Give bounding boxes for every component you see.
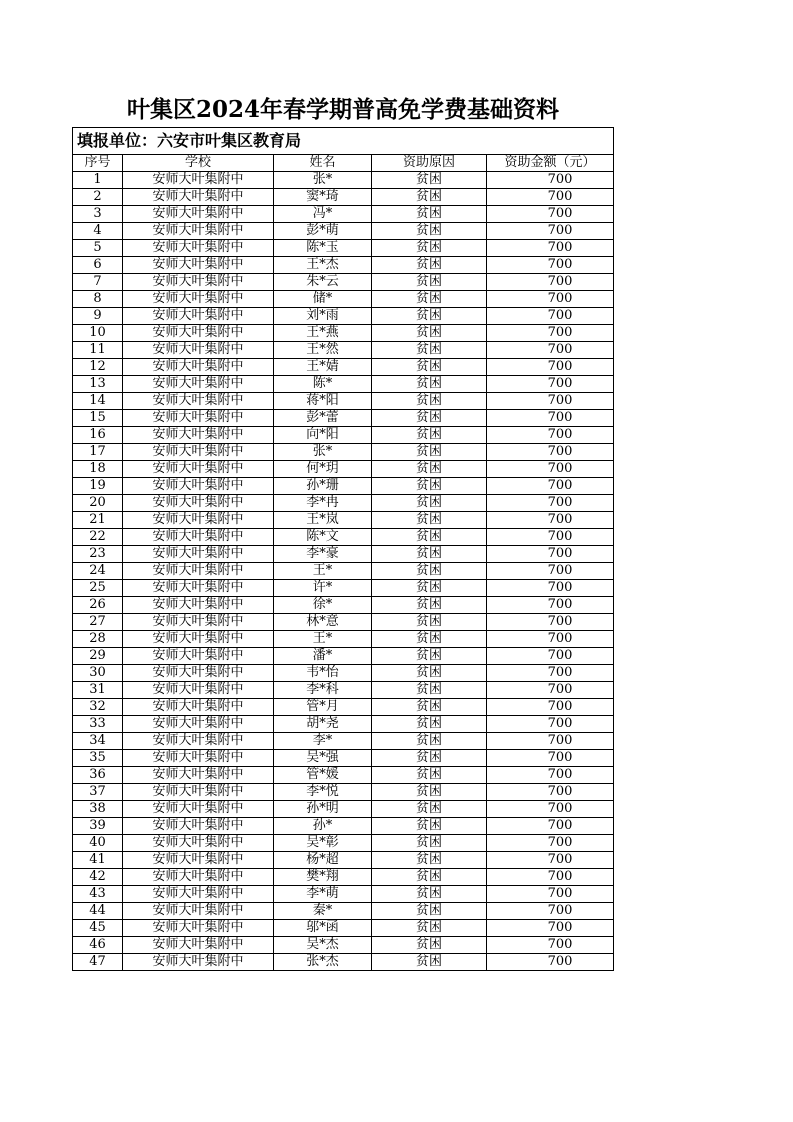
reporting-unit: 填报单位：六安市叶集区教育局 (73, 128, 614, 155)
cell-index: 37 (73, 784, 123, 801)
cell-name: 吴*杰 (274, 937, 372, 954)
cell-school: 安师大叶集附中 (123, 189, 274, 206)
table-row (73, 427, 614, 444)
cell-reason: 贫困 (372, 325, 487, 342)
cell-amount: 700 (487, 886, 614, 903)
cell-amount: 700 (487, 461, 614, 478)
table-row (73, 818, 614, 835)
cell-name: 储* (274, 291, 372, 308)
cell-amount: 700 (487, 512, 614, 529)
cell-index: 32 (73, 699, 123, 716)
cell-name: 杨*超 (274, 852, 372, 869)
table-row (73, 750, 614, 767)
cell-index: 29 (73, 648, 123, 665)
cell-name: 王*婧 (274, 359, 372, 376)
table-row (73, 189, 614, 206)
cell-school: 安师大叶集附中 (123, 563, 274, 580)
cell-name: 王* (274, 563, 372, 580)
cell-school: 安师大叶集附中 (123, 512, 274, 529)
table-row (73, 342, 614, 359)
table-row (73, 648, 614, 665)
col-header-amount: 资助金额（元） (487, 155, 614, 172)
table-row (73, 665, 614, 682)
cell-name: 李*科 (274, 682, 372, 699)
cell-amount: 700 (487, 325, 614, 342)
cell-name: 林*意 (274, 614, 372, 631)
cell-index: 15 (73, 410, 123, 427)
cell-school: 安师大叶集附中 (123, 818, 274, 835)
cell-name: 李*冉 (274, 495, 372, 512)
table-row (73, 274, 614, 291)
cell-reason: 贫困 (372, 648, 487, 665)
cell-reason: 贫困 (372, 767, 487, 784)
cell-school: 安师大叶集附中 (123, 937, 274, 954)
cell-index: 23 (73, 546, 123, 563)
table-row (73, 478, 614, 495)
cell-name: 樊*翔 (274, 869, 372, 886)
cell-reason: 贫困 (372, 835, 487, 852)
cell-index: 11 (73, 342, 123, 359)
cell-name: 王*杰 (274, 257, 372, 274)
cell-amount: 700 (487, 257, 614, 274)
cell-school: 安师大叶集附中 (123, 784, 274, 801)
table-row (73, 393, 614, 410)
table-row (73, 903, 614, 920)
cell-name: 李*萌 (274, 886, 372, 903)
cell-index: 21 (73, 512, 123, 529)
cell-index: 3 (73, 206, 123, 223)
cell-index: 36 (73, 767, 123, 784)
cell-school: 安师大叶集附中 (123, 920, 274, 937)
cell-name: 张* (274, 172, 372, 189)
cell-reason: 贫困 (372, 291, 487, 308)
cell-amount: 700 (487, 478, 614, 495)
table-row (73, 716, 614, 733)
cell-amount: 700 (487, 342, 614, 359)
cell-name: 刘*雨 (274, 308, 372, 325)
cell-index: 18 (73, 461, 123, 478)
table-row (73, 767, 614, 784)
cell-amount: 700 (487, 223, 614, 240)
cell-amount: 700 (487, 580, 614, 597)
cell-reason: 贫困 (372, 699, 487, 716)
cell-school: 安师大叶集附中 (123, 461, 274, 478)
cell-school: 安师大叶集附中 (123, 716, 274, 733)
cell-amount: 700 (487, 410, 614, 427)
cell-index: 34 (73, 733, 123, 750)
cell-index: 46 (73, 937, 123, 954)
cell-school: 安师大叶集附中 (123, 206, 274, 223)
cell-reason: 贫困 (372, 393, 487, 410)
cell-school: 安师大叶集附中 (123, 410, 274, 427)
cell-index: 25 (73, 580, 123, 597)
cell-reason: 贫困 (372, 444, 487, 461)
cell-amount: 700 (487, 563, 614, 580)
col-header-reason: 资助原因 (372, 155, 487, 172)
cell-amount: 700 (487, 597, 614, 614)
table-row (73, 529, 614, 546)
cell-index: 43 (73, 886, 123, 903)
cell-index: 17 (73, 444, 123, 461)
cell-school: 安师大叶集附中 (123, 682, 274, 699)
cell-amount: 700 (487, 665, 614, 682)
cell-reason: 贫困 (372, 682, 487, 699)
cell-name: 管*媛 (274, 767, 372, 784)
cell-reason: 贫困 (372, 274, 487, 291)
cell-name: 吴*彰 (274, 835, 372, 852)
cell-school: 安师大叶集附中 (123, 801, 274, 818)
cell-reason: 贫困 (372, 852, 487, 869)
table-row (73, 920, 614, 937)
table-row (73, 291, 614, 308)
cell-amount: 700 (487, 852, 614, 869)
cell-amount: 700 (487, 733, 614, 750)
cell-amount: 700 (487, 274, 614, 291)
cell-reason: 贫困 (372, 597, 487, 614)
cell-reason: 贫困 (372, 614, 487, 631)
cell-amount: 700 (487, 631, 614, 648)
cell-school: 安师大叶集附中 (123, 835, 274, 852)
cell-school: 安师大叶集附中 (123, 274, 274, 291)
cell-reason: 贫困 (372, 750, 487, 767)
cell-school: 安师大叶集附中 (123, 478, 274, 495)
cell-amount: 700 (487, 937, 614, 954)
cell-amount: 700 (487, 716, 614, 733)
cell-index: 26 (73, 597, 123, 614)
table-row (73, 546, 614, 563)
cell-index: 1 (73, 172, 123, 189)
cell-name: 孙*明 (274, 801, 372, 818)
cell-name: 邬*函 (274, 920, 372, 937)
cell-reason: 贫困 (372, 240, 487, 257)
cell-reason: 贫困 (372, 954, 487, 971)
cell-amount: 700 (487, 903, 614, 920)
table-row (73, 359, 614, 376)
cell-name: 王*然 (274, 342, 372, 359)
cell-school: 安师大叶集附中 (123, 869, 274, 886)
cell-amount: 700 (487, 818, 614, 835)
col-header-school: 学校 (123, 155, 274, 172)
cell-index: 2 (73, 189, 123, 206)
cell-name: 李*豪 (274, 546, 372, 563)
cell-school: 安师大叶集附中 (123, 631, 274, 648)
cell-reason: 贫困 (372, 308, 487, 325)
table-row (73, 308, 614, 325)
cell-reason: 贫困 (372, 869, 487, 886)
table-row (73, 223, 614, 240)
cell-amount: 700 (487, 784, 614, 801)
cell-school: 安师大叶集附中 (123, 546, 274, 563)
cell-name: 李* (274, 733, 372, 750)
table-row (73, 597, 614, 614)
cell-name: 孙*珊 (274, 478, 372, 495)
cell-name: 秦* (274, 903, 372, 920)
table-row (73, 410, 614, 427)
cell-name: 胡*尧 (274, 716, 372, 733)
cell-school: 安师大叶集附中 (123, 257, 274, 274)
table-row (73, 699, 614, 716)
cell-school: 安师大叶集附中 (123, 648, 274, 665)
cell-name: 朱*云 (274, 274, 372, 291)
cell-reason: 贫困 (372, 189, 487, 206)
table-row (73, 257, 614, 274)
cell-name: 陈*玉 (274, 240, 372, 257)
table-row (73, 784, 614, 801)
cell-index: 12 (73, 359, 123, 376)
cell-amount: 700 (487, 546, 614, 563)
cell-school: 安师大叶集附中 (123, 699, 274, 716)
cell-school: 安师大叶集附中 (123, 529, 274, 546)
cell-name: 徐* (274, 597, 372, 614)
cell-school: 安师大叶集附中 (123, 495, 274, 512)
cell-name: 王*燕 (274, 325, 372, 342)
cell-reason: 贫困 (372, 529, 487, 546)
cell-amount: 700 (487, 648, 614, 665)
cell-reason: 贫困 (372, 512, 487, 529)
cell-school: 安师大叶集附中 (123, 308, 274, 325)
cell-name: 韦*怡 (274, 665, 372, 682)
cell-name: 何*玥 (274, 461, 372, 478)
col-header-name: 姓名 (274, 155, 372, 172)
cell-reason: 贫困 (372, 257, 487, 274)
table-row (73, 172, 614, 189)
cell-index: 41 (73, 852, 123, 869)
cell-amount: 700 (487, 614, 614, 631)
cell-reason: 贫困 (372, 733, 487, 750)
cell-reason: 贫困 (372, 478, 487, 495)
aid-table (72, 127, 614, 971)
table-row (73, 954, 614, 971)
cell-name: 陈* (274, 376, 372, 393)
unit-row (73, 128, 614, 155)
cell-reason: 贫困 (372, 546, 487, 563)
table-row (73, 852, 614, 869)
cell-index: 27 (73, 614, 123, 631)
cell-index: 24 (73, 563, 123, 580)
cell-index: 42 (73, 869, 123, 886)
cell-reason: 贫困 (372, 359, 487, 376)
cell-school: 安师大叶集附中 (123, 614, 274, 631)
cell-name: 吴*强 (274, 750, 372, 767)
cell-index: 5 (73, 240, 123, 257)
table-row (73, 614, 614, 631)
cell-reason: 贫困 (372, 172, 487, 189)
cell-reason: 贫困 (372, 784, 487, 801)
cell-name: 李*悦 (274, 784, 372, 801)
cell-amount: 700 (487, 189, 614, 206)
cell-index: 35 (73, 750, 123, 767)
table-row (73, 835, 614, 852)
cell-reason: 贫困 (372, 818, 487, 835)
cell-name: 向*阳 (274, 427, 372, 444)
cell-amount: 700 (487, 427, 614, 444)
cell-school: 安师大叶集附中 (123, 325, 274, 342)
cell-amount: 700 (487, 750, 614, 767)
header-row (73, 155, 614, 172)
table-row (73, 376, 614, 393)
cell-amount: 700 (487, 206, 614, 223)
cell-index: 33 (73, 716, 123, 733)
cell-reason: 贫困 (372, 665, 487, 682)
cell-index: 10 (73, 325, 123, 342)
cell-school: 安师大叶集附中 (123, 291, 274, 308)
cell-reason: 贫困 (372, 223, 487, 240)
cell-reason: 贫困 (372, 427, 487, 444)
cell-school: 安师大叶集附中 (123, 376, 274, 393)
cell-school: 安师大叶集附中 (123, 750, 274, 767)
cell-school: 安师大叶集附中 (123, 903, 274, 920)
table-row (73, 563, 614, 580)
cell-amount: 700 (487, 869, 614, 886)
cell-name: 许* (274, 580, 372, 597)
cell-school: 安师大叶集附中 (123, 665, 274, 682)
table-row (73, 325, 614, 342)
cell-reason: 贫困 (372, 376, 487, 393)
cell-name: 蒋*阳 (274, 393, 372, 410)
cell-name: 冯* (274, 206, 372, 223)
cell-name: 孙* (274, 818, 372, 835)
table-row (73, 495, 614, 512)
cell-index: 47 (73, 954, 123, 971)
cell-amount: 700 (487, 308, 614, 325)
cell-reason: 贫困 (372, 903, 487, 920)
cell-school: 安师大叶集附中 (123, 223, 274, 240)
table-row (73, 206, 614, 223)
cell-amount: 700 (487, 495, 614, 512)
cell-school: 安师大叶集附中 (123, 359, 274, 376)
cell-index: 4 (73, 223, 123, 240)
cell-school: 安师大叶集附中 (123, 767, 274, 784)
cell-amount: 700 (487, 393, 614, 410)
cell-reason: 贫困 (372, 461, 487, 478)
cell-reason: 贫困 (372, 342, 487, 359)
cell-index: 44 (73, 903, 123, 920)
cell-school: 安师大叶集附中 (123, 886, 274, 903)
cell-index: 8 (73, 291, 123, 308)
cell-amount: 700 (487, 240, 614, 257)
cell-amount: 700 (487, 682, 614, 699)
table-row (73, 461, 614, 478)
cell-index: 19 (73, 478, 123, 495)
cell-index: 45 (73, 920, 123, 937)
cell-amount: 700 (487, 444, 614, 461)
cell-amount: 700 (487, 801, 614, 818)
cell-index: 39 (73, 818, 123, 835)
cell-reason: 贫困 (372, 886, 487, 903)
table-row (73, 682, 614, 699)
cell-reason: 贫困 (372, 495, 487, 512)
table-row (73, 512, 614, 529)
cell-amount: 700 (487, 529, 614, 546)
cell-name: 王*岚 (274, 512, 372, 529)
cell-reason: 贫困 (372, 801, 487, 818)
cell-name: 管*月 (274, 699, 372, 716)
cell-amount: 700 (487, 359, 614, 376)
cell-index: 31 (73, 682, 123, 699)
cell-name: 彭*蕾 (274, 410, 372, 427)
cell-reason: 贫困 (372, 716, 487, 733)
cell-name: 张*杰 (274, 954, 372, 971)
cell-index: 20 (73, 495, 123, 512)
table-row (73, 886, 614, 903)
cell-school: 安师大叶集附中 (123, 342, 274, 359)
cell-school: 安师大叶集附中 (123, 240, 274, 257)
cell-amount: 700 (487, 291, 614, 308)
cell-index: 38 (73, 801, 123, 818)
document-title: 叶集区2024年春学期普高免学费基础资料 (126, 96, 559, 123)
table-row (73, 733, 614, 750)
cell-reason: 贫困 (372, 937, 487, 954)
cell-reason: 贫困 (372, 920, 487, 937)
cell-reason: 贫困 (372, 410, 487, 427)
cell-index: 13 (73, 376, 123, 393)
table-row (73, 240, 614, 257)
cell-amount: 700 (487, 172, 614, 189)
table-row (73, 869, 614, 886)
cell-name: 彭*萌 (274, 223, 372, 240)
cell-index: 40 (73, 835, 123, 852)
cell-school: 安师大叶集附中 (123, 954, 274, 971)
cell-amount: 700 (487, 954, 614, 971)
cell-reason: 贫困 (372, 206, 487, 223)
cell-school: 安师大叶集附中 (123, 444, 274, 461)
cell-reason: 贫困 (372, 580, 487, 597)
cell-amount: 700 (487, 835, 614, 852)
cell-index: 16 (73, 427, 123, 444)
cell-reason: 贫困 (372, 563, 487, 580)
cell-name: 张* (274, 444, 372, 461)
cell-amount: 700 (487, 920, 614, 937)
cell-index: 6 (73, 257, 123, 274)
table-row (73, 444, 614, 461)
table-row (73, 937, 614, 954)
cell-index: 30 (73, 665, 123, 682)
cell-school: 安师大叶集附中 (123, 393, 274, 410)
table-row (73, 631, 614, 648)
cell-index: 9 (73, 308, 123, 325)
cell-amount: 700 (487, 767, 614, 784)
cell-school: 安师大叶集附中 (123, 427, 274, 444)
cell-school: 安师大叶集附中 (123, 597, 274, 614)
cell-index: 22 (73, 529, 123, 546)
cell-name: 陈*文 (274, 529, 372, 546)
cell-index: 14 (73, 393, 123, 410)
cell-school: 安师大叶集附中 (123, 852, 274, 869)
table-row (73, 580, 614, 597)
cell-name: 窦*琦 (274, 189, 372, 206)
cell-school: 安师大叶集附中 (123, 580, 274, 597)
cell-index: 7 (73, 274, 123, 291)
cell-school: 安师大叶集附中 (123, 733, 274, 750)
cell-school: 安师大叶集附中 (123, 172, 274, 189)
cell-amount: 700 (487, 699, 614, 716)
col-header-index: 序号 (73, 155, 123, 172)
cell-amount: 700 (487, 376, 614, 393)
cell-name: 潘* (274, 648, 372, 665)
table-row (73, 801, 614, 818)
cell-index: 28 (73, 631, 123, 648)
cell-name: 王* (274, 631, 372, 648)
cell-reason: 贫困 (372, 631, 487, 648)
